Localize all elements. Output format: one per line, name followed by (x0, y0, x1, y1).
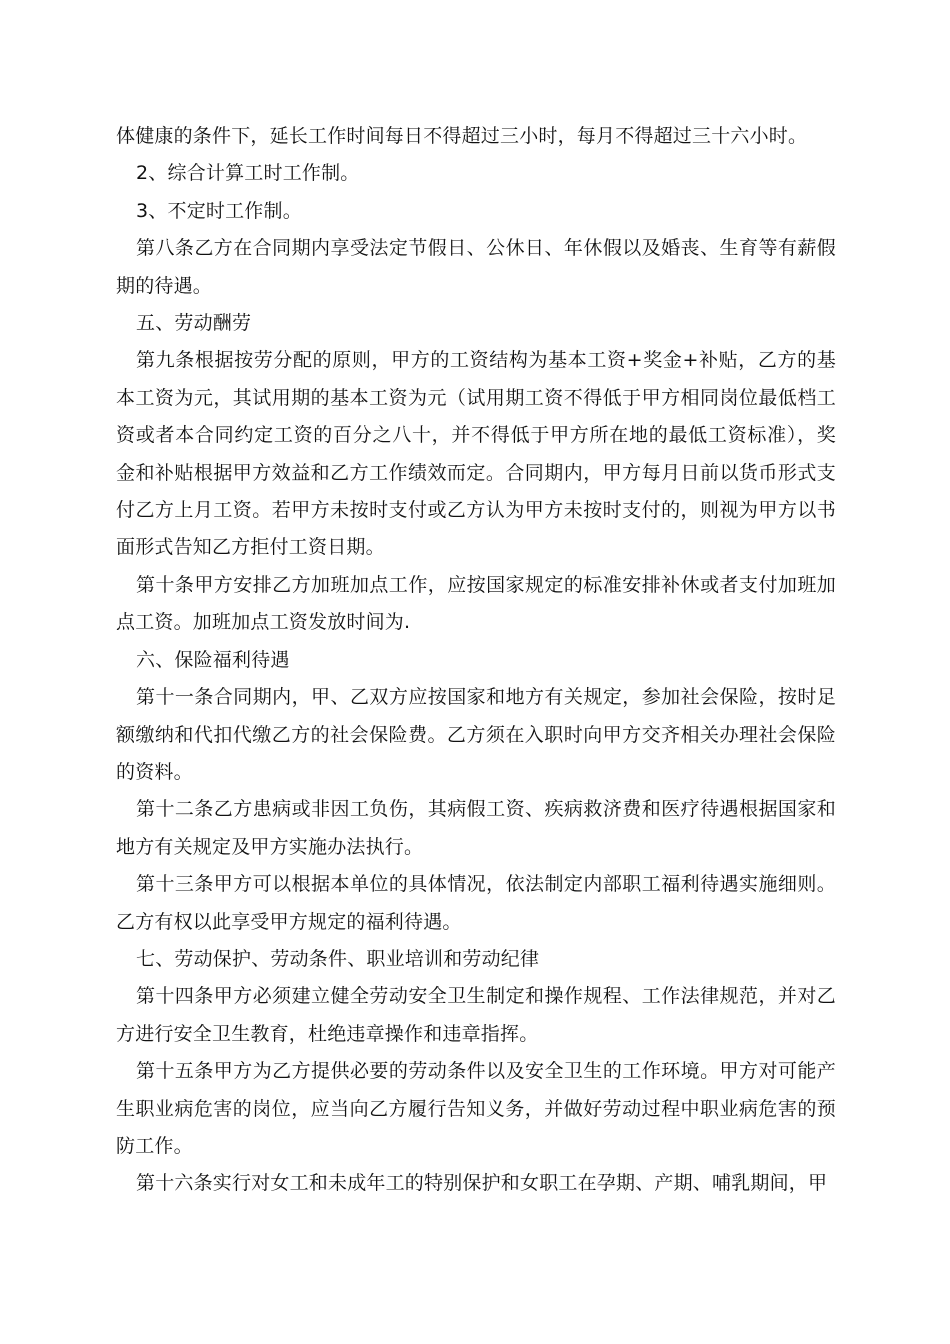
paragraph: 2、综合计算工时工作制。 (136, 162, 360, 185)
paragraph: 第十五条甲方为乙方提供必要的劳动条件以及安全卫生的工作环境。甲方对可能产生职业病危害的岗位，应当向乙方履行告知义务，并做好劳动过程中职业病危害的预防工作。 (116, 1060, 836, 1157)
document-body (116, 118, 836, 1203)
section-heading: 六、保险福利待遇 (136, 648, 290, 671)
paragraph: 体健康的条件下，延长工作时间每日不得超过三小时，每月不得超过三十六小时。 (116, 125, 808, 147)
paragraph: 第十一条合同期内，甲、乙双方应按国家和地方有关规定，参加社会保险，按时足额缴纳和代扣代缴乙方的社会保险费。乙方须在入职时向甲方交齐相关办理社会保险的资料。 (116, 686, 836, 783)
paragraph: 第十条甲方安排乙方加班加点工作，应按国家规定的标准安排补休或者支付加班加点工资。加班加点工资发放时间为. (116, 573, 836, 634)
paragraph: 3、不定时工作制。 (136, 199, 302, 222)
paragraph: 第九条根据按劳分配的原则，甲方的工资结构为基本工资+奖金+补贴，乙方的基本工资为元，其试用期的基本工资为元（试用期工资不得低于甲方相同岗位最低档工资或者本合同约定工资的百分之八十，并不得低于甲方所在地的最低工资标准），奖金和补贴根据甲方效益和乙方工作绩效而定。合同期内，甲方每月日前以货币形式支付乙方上月工资。若甲方未按时支付或乙方认为甲方未按时支付的，则视为甲方以书面形式告知乙方拒付工资日期。 (116, 349, 836, 559)
paragraph: 第十四条甲方必须建立健全劳动安全卫生制定和操作规程、工作法律规范，并对乙方进行安全卫生教育，杜绝违章操作和违章指挥。 (116, 985, 836, 1045)
paragraph: 第十三条甲方可以根据本单位的具体情况，依法制定内部职工福利待遇实施细则。乙方有权以此享受甲方规定的福利待遇。 (116, 873, 836, 933)
paragraph: 第八条乙方在合同期内享受法定节假日、公休日、年休假以及婚丧、生育等有薪假期的待遇。 (116, 237, 836, 297)
section-heading: 七、劳动保护、劳动条件、职业培训和劳动纪律 (136, 947, 540, 970)
paragraph: 第十二条乙方患病或非因工负伤，其病假工资、疾病救济费和医疗待遇根据国家和地方有关规定及甲方实施办法执行。 (116, 798, 836, 858)
section-heading: 五、劳动酬劳 (136, 312, 252, 335)
paragraph: 第十六条实行对女工和未成年工的特别保护和女职工在孕期、产期、哺乳期间，甲 (136, 1172, 828, 1195)
